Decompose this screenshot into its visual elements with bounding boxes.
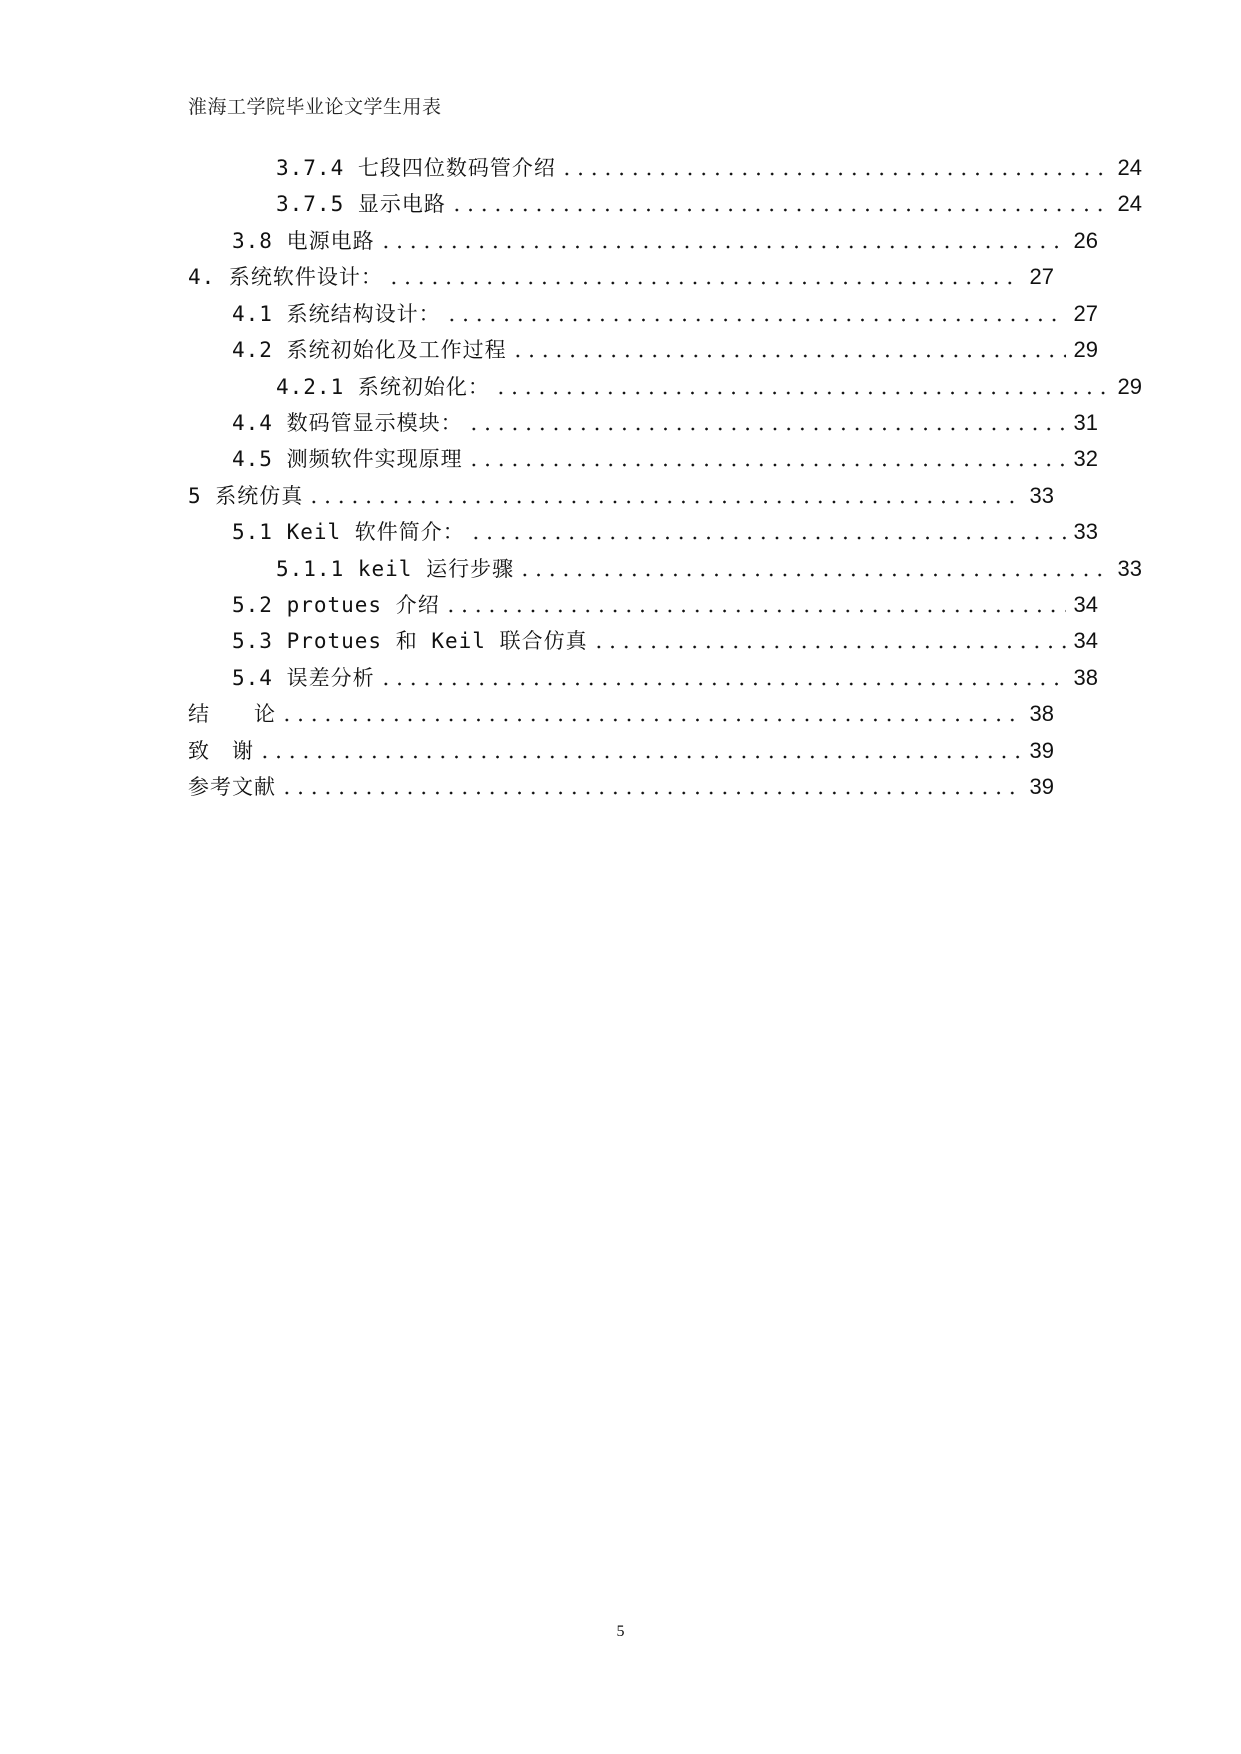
toc-entry[interactable] bbox=[188, 589, 1098, 621]
toc-entry-page: 38 bbox=[1073, 665, 1098, 690]
toc-entry-page: 31 bbox=[1073, 410, 1098, 435]
toc-entry-page: 29 bbox=[1117, 374, 1142, 399]
toc-dot-leader bbox=[560, 172, 1110, 176]
toc-entry[interactable] bbox=[188, 698, 1054, 730]
toc-entry-title: 5 系统仿真 bbox=[188, 484, 304, 508]
toc-dot-leader bbox=[445, 318, 1066, 322]
toc-dot-leader bbox=[444, 609, 1066, 613]
toc-entry[interactable] bbox=[188, 334, 1098, 366]
toc-entry-title: 4. 系统软件设计： bbox=[188, 265, 383, 289]
toc-entry-title: 5.1.1 keil 运行步骤 bbox=[276, 557, 515, 581]
toc-entry-page: 33 bbox=[1117, 556, 1142, 581]
toc-dot-leader bbox=[379, 682, 1066, 686]
toc-entry-title: 5.3 Protues 和 Keil 联合仿真 bbox=[232, 629, 588, 653]
toc-entry-title: 4.5 测频软件实现原理 bbox=[232, 447, 463, 471]
toc-entry-title: 4.1 系统结构设计： bbox=[232, 302, 441, 326]
toc-dot-leader bbox=[387, 281, 1022, 285]
toc-entry-title: 5.2 protues 介绍 bbox=[232, 593, 440, 617]
toc-entry-page: 26 bbox=[1073, 228, 1098, 253]
toc-entry-title: 4.4 数码管显示模块： bbox=[232, 411, 463, 435]
toc-entry[interactable] bbox=[188, 516, 1098, 548]
toc-entry-page: 24 bbox=[1117, 155, 1142, 180]
toc-entry-page: 27 bbox=[1029, 264, 1054, 289]
toc-entry-title: 4.2.1 系统初始化： bbox=[276, 375, 490, 399]
toc-dot-leader bbox=[280, 791, 1022, 795]
toc-entry-page: 27 bbox=[1073, 301, 1098, 326]
toc-entry[interactable] bbox=[188, 225, 1098, 257]
toc-dot-leader bbox=[511, 354, 1066, 358]
toc-entry-page: 33 bbox=[1029, 483, 1054, 508]
toc-entry-title: 参考文献 bbox=[188, 775, 276, 799]
toc-dot-leader bbox=[592, 645, 1066, 649]
toc-entry-page: 29 bbox=[1073, 337, 1098, 362]
toc-entry[interactable] bbox=[188, 152, 1142, 184]
document-header: 淮海工学院毕业论文学生用表 bbox=[188, 96, 442, 118]
toc-dot-leader bbox=[379, 245, 1066, 249]
toc-dot-leader bbox=[518, 573, 1110, 577]
page-number: 5 bbox=[616, 1623, 625, 1640]
toc-entry-page: 34 bbox=[1073, 628, 1098, 653]
toc-entry-page: 39 bbox=[1029, 738, 1054, 763]
toc-dot-leader bbox=[450, 208, 1110, 212]
toc-entry-page: 34 bbox=[1073, 592, 1098, 617]
toc-entry-title: 致 谢 bbox=[188, 739, 254, 763]
toc-dot-leader bbox=[280, 718, 1022, 722]
toc-entry[interactable] bbox=[188, 553, 1142, 585]
toc-dot-leader bbox=[494, 391, 1110, 395]
toc-entry-title: 5.1 Keil 软件简介： bbox=[232, 520, 465, 544]
toc-entry[interactable] bbox=[188, 371, 1142, 403]
toc-entry[interactable] bbox=[188, 407, 1098, 439]
toc-dot-leader bbox=[258, 755, 1022, 759]
toc-entry-title: 3.8 电源电路 bbox=[232, 229, 375, 253]
toc-entry-title: 结 论 bbox=[188, 702, 276, 726]
toc-entry[interactable] bbox=[188, 735, 1054, 767]
toc-dot-leader bbox=[467, 427, 1066, 431]
toc-entry-page: 38 bbox=[1029, 701, 1054, 726]
toc-dot-leader bbox=[469, 536, 1066, 540]
toc-entry-page: 24 bbox=[1117, 191, 1142, 216]
toc-entry-title: 3.7.5 显示电路 bbox=[276, 192, 446, 216]
toc-entry[interactable] bbox=[188, 662, 1098, 694]
toc-entry[interactable] bbox=[188, 480, 1054, 512]
toc-entry-page: 39 bbox=[1029, 774, 1054, 799]
toc-entry-title: 4.2 系统初始化及工作过程 bbox=[232, 338, 507, 362]
toc-dot-leader bbox=[467, 463, 1066, 467]
toc-dot-leader bbox=[307, 500, 1022, 504]
toc-entry-title: 3.7.4 七段四位数码管介绍 bbox=[276, 156, 556, 180]
toc-entry-page: 32 bbox=[1073, 446, 1098, 471]
toc-entry[interactable] bbox=[188, 443, 1098, 475]
toc-entry-title: 5.4 误差分析 bbox=[232, 666, 375, 690]
toc-entry[interactable] bbox=[188, 298, 1098, 330]
toc-entry-page: 33 bbox=[1073, 519, 1098, 544]
toc-entry[interactable] bbox=[188, 261, 1054, 293]
toc-entry[interactable] bbox=[188, 188, 1142, 220]
toc-entry[interactable] bbox=[188, 625, 1098, 657]
toc-entry[interactable] bbox=[188, 771, 1054, 803]
